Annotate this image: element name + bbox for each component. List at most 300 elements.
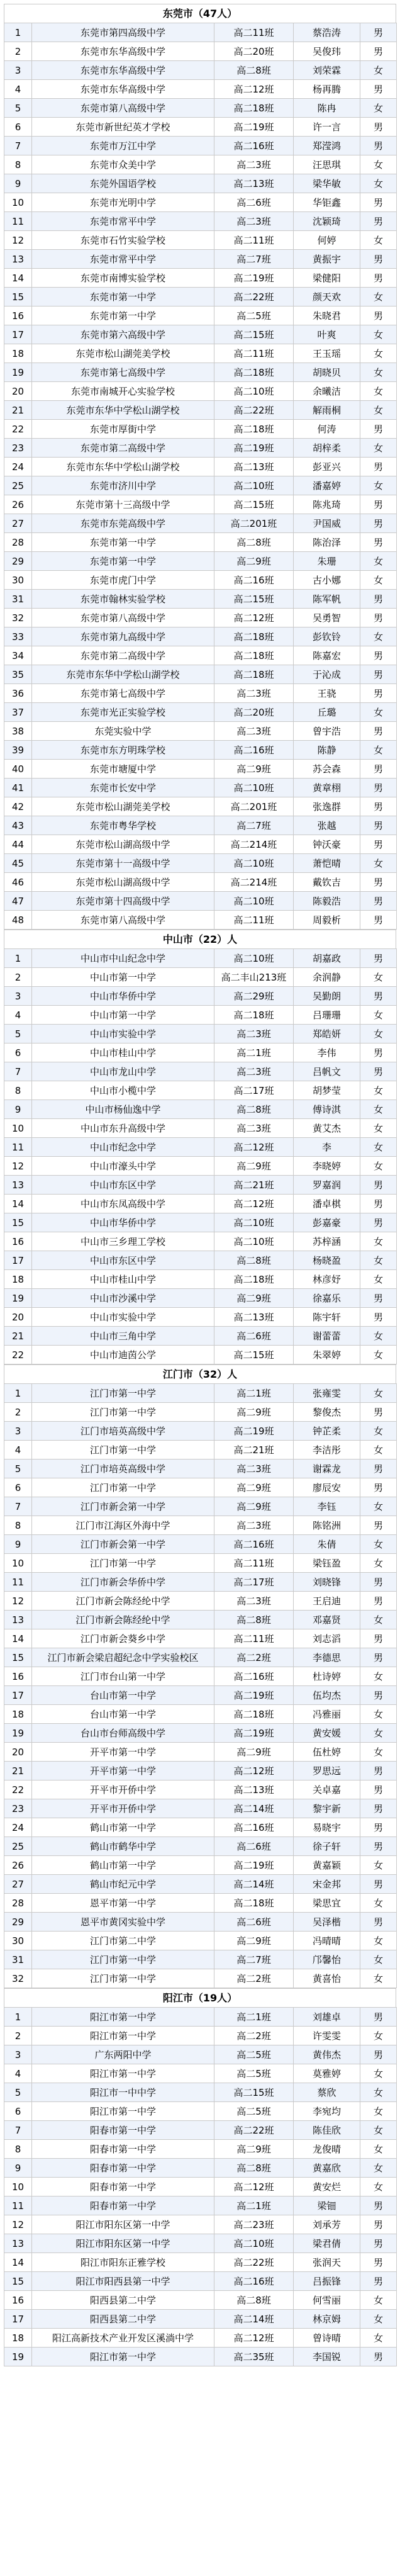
school-cell: 阳江市第一中学 [32, 2064, 214, 2083]
class-cell: 高二19班 [214, 118, 294, 137]
school-cell: 中山市东区中学 [32, 1251, 214, 1270]
table-row [4, 854, 397, 873]
gender-cell: 男 [360, 458, 397, 476]
class-cell: 高二3班 [214, 722, 294, 741]
table-row [4, 495, 397, 514]
school-cell: 东莞市济川中学 [32, 476, 214, 495]
row-index: 10 [4, 193, 32, 212]
name-cell: 陈治泽 [294, 533, 360, 552]
school-cell: 中山市濠头中学 [32, 1157, 214, 1176]
gender-cell: 女 [360, 1157, 397, 1176]
gender-cell: 男 [360, 873, 397, 892]
row-index: 8 [4, 1081, 32, 1100]
class-cell: 高二35班 [214, 2348, 294, 2366]
name-cell: 刘雄卓 [294, 2008, 360, 2027]
name-cell: 胡梦莹 [294, 1081, 360, 1100]
row-index: 11 [4, 1138, 32, 1157]
name-cell: 余润静 [294, 968, 360, 987]
class-cell: 高二10班 [214, 476, 294, 495]
gender-cell: 女 [360, 1251, 397, 1270]
table-row [4, 325, 397, 344]
school-cell: 东莞市第一中学 [32, 533, 214, 552]
gender-cell: 男 [360, 1460, 397, 1478]
school-cell: 中山市桂山中学 [32, 1270, 214, 1289]
school-cell: 江门市新会第一中学 [32, 1535, 214, 1554]
class-cell: 高二18班 [214, 1705, 294, 1724]
school-cell: 东莞市南博实验学校 [32, 269, 214, 288]
class-cell: 高二21班 [214, 1176, 294, 1195]
gender-cell: 女 [360, 854, 397, 873]
row-index: 26 [4, 1856, 32, 1875]
school-cell: 东莞市东华中学松山湖学校 [32, 665, 214, 684]
name-cell: 李宛均 [294, 2102, 360, 2121]
gender-cell: 男 [360, 23, 397, 42]
gender-cell: 男 [360, 2008, 397, 2027]
row-index: 5 [4, 99, 32, 118]
row-index: 10 [4, 2178, 32, 2196]
table-row [4, 2253, 397, 2272]
gender-cell: 男 [360, 269, 397, 288]
class-cell: 高二19班 [214, 1856, 294, 1875]
gender-cell: 女 [360, 1346, 397, 1364]
school-cell: 东莞市第十四高级中学 [32, 892, 214, 911]
table-row [4, 533, 397, 552]
row-index: 16 [4, 1667, 32, 1686]
class-cell: 高二3班 [214, 684, 294, 703]
name-cell: 廖辰安 [294, 1478, 360, 1497]
gender-cell: 男 [360, 1176, 397, 1195]
row-index: 27 [4, 514, 32, 533]
row-index: 18 [4, 1270, 32, 1289]
row-index: 15 [4, 288, 32, 307]
gender-cell: 男 [360, 1043, 397, 1062]
school-cell: 恩平市第一中学 [32, 1894, 214, 1913]
school-cell: 中山市实验中学 [32, 1308, 214, 1327]
row-index: 18 [4, 344, 32, 363]
table-row [4, 401, 397, 420]
row-index: 1 [4, 1384, 32, 1403]
gender-cell: 女 [360, 2310, 397, 2329]
school-cell: 东莞市第一中学 [32, 288, 214, 307]
table-row [4, 1460, 397, 1478]
gender-cell: 女 [360, 2329, 397, 2348]
school-cell: 中山市东升高级中学 [32, 1119, 214, 1138]
name-cell: 陈军帆 [294, 590, 360, 609]
row-index: 39 [4, 741, 32, 760]
row-index: 32 [4, 609, 32, 627]
class-cell: 高二12班 [214, 1762, 294, 1780]
class-cell: 高二17班 [214, 1573, 294, 1592]
school-cell: 东莞市第八高级中学 [32, 609, 214, 627]
gender-cell: 男 [360, 760, 397, 779]
gender-cell: 男 [360, 137, 397, 155]
section-title-text: 中山市（22）人 [162, 933, 238, 945]
gender-cell: 女 [360, 1441, 397, 1460]
row-index: 18 [4, 2329, 32, 2348]
name-cell: 梁思宜 [294, 1894, 360, 1913]
row-index: 13 [4, 250, 32, 269]
row-index: 11 [4, 212, 32, 231]
table-row [4, 1913, 397, 1932]
gender-cell: 女 [360, 571, 397, 590]
row-index: 9 [4, 2159, 32, 2178]
row-index: 7 [4, 2121, 32, 2140]
table-row [4, 760, 397, 779]
name-cell: 胡晓贝 [294, 363, 360, 382]
table-row [4, 609, 397, 627]
class-cell: 高二3班 [214, 1062, 294, 1081]
gender-cell: 女 [360, 1667, 397, 1686]
school-cell: 阳春市第一中学 [32, 2140, 214, 2159]
name-cell: 邝馨怡 [294, 1950, 360, 1969]
gender-cell: 男 [360, 1875, 397, 1894]
gender-cell: 女 [360, 1081, 397, 1100]
table-row [4, 590, 397, 609]
gender-cell: 男 [360, 911, 397, 930]
table-row [4, 835, 397, 854]
name-cell: 叶爽 [294, 325, 360, 344]
row-index: 21 [4, 1327, 32, 1346]
table-row [4, 1478, 397, 1497]
row-index: 29 [4, 1913, 32, 1932]
name-cell: 吴泽楷 [294, 1913, 360, 1932]
table-row [4, 1535, 397, 1554]
row-index: 46 [4, 873, 32, 892]
name-cell: 罗思远 [294, 1762, 360, 1780]
table-row [4, 1762, 397, 1780]
school-cell: 阳江市第一中学 [32, 2348, 214, 2366]
student-table [4, 948, 397, 1364]
school-cell: 东莞市松山湖高级中学 [32, 873, 214, 892]
row-index: 21 [4, 401, 32, 420]
row-index: 13 [4, 1176, 32, 1195]
table-row [4, 439, 397, 458]
table-row [4, 1554, 397, 1573]
name-cell: 潘嘉婷 [294, 476, 360, 495]
table-row [4, 1232, 397, 1251]
school-cell: 东莞市塘厦中学 [32, 760, 214, 779]
school-cell: 东莞市第六高级中学 [32, 325, 214, 344]
name-cell: 黄安烂 [294, 2178, 360, 2196]
class-cell: 高二12班 [214, 1138, 294, 1157]
row-index: 3 [4, 61, 32, 80]
row-index: 43 [4, 816, 32, 835]
gender-cell: 男 [360, 1289, 397, 1308]
name-cell: 谢霖龙 [294, 1460, 360, 1478]
school-cell: 江门市新会华侨中学 [32, 1573, 214, 1592]
school-cell: 开平市第一中学 [32, 1743, 214, 1762]
table-row [4, 1119, 397, 1138]
row-index: 17 [4, 1251, 32, 1270]
class-cell: 高二7班 [214, 250, 294, 269]
table-row [4, 797, 397, 816]
table-row [4, 307, 397, 325]
table-row [4, 1837, 397, 1856]
gender-cell: 女 [360, 1950, 397, 1969]
row-index: 19 [4, 363, 32, 382]
school-cell: 江门市第一中学 [32, 1441, 214, 1460]
name-cell: 陈佳欣 [294, 2121, 360, 2140]
gender-cell: 女 [360, 1611, 397, 1629]
gender-cell: 女 [360, 155, 397, 174]
school-cell: 中山市东凤高级中学 [32, 1195, 214, 1213]
class-cell: 高二214班 [214, 873, 294, 892]
table-row [4, 514, 397, 533]
class-cell: 高二8班 [214, 533, 294, 552]
class-cell: 高二18班 [214, 420, 294, 439]
school-cell: 江门市第一中学 [32, 1969, 214, 1988]
class-cell: 高二22班 [214, 2121, 294, 2140]
school-cell: 江门市台山第一中学 [32, 1667, 214, 1686]
class-cell: 高二11班 [214, 1629, 294, 1648]
row-index: 6 [4, 1478, 32, 1497]
gender-cell: 男 [360, 420, 397, 439]
gender-cell: 男 [360, 1195, 397, 1213]
class-cell: 高二16班 [214, 741, 294, 760]
school-cell: 江门市第一中学 [32, 1478, 214, 1497]
table-row [4, 779, 397, 797]
name-cell: 王玉瑶 [294, 344, 360, 363]
section-title [4, 1988, 396, 2007]
name-cell: 于沁成 [294, 665, 360, 684]
name-cell: 刘荣霖 [294, 61, 360, 80]
gender-cell: 女 [360, 1894, 397, 1913]
row-index: 48 [4, 911, 32, 930]
section-title [4, 930, 396, 948]
row-index: 12 [4, 231, 32, 250]
school-cell: 阳江市阳东区第一中学 [32, 2234, 214, 2253]
class-cell: 高二8班 [214, 1251, 294, 1270]
student-table [4, 2007, 397, 2366]
name-cell: 解雨桐 [294, 401, 360, 420]
name-cell: 钟芷柔 [294, 1422, 360, 1441]
table-row [4, 665, 397, 684]
name-cell: 张逸群 [294, 797, 360, 816]
student-table [4, 1383, 397, 1988]
row-index: 28 [4, 533, 32, 552]
gender-cell: 男 [360, 307, 397, 325]
class-cell: 高二8班 [214, 2159, 294, 2178]
table-row [4, 1006, 397, 1025]
row-index: 6 [4, 2102, 32, 2121]
gender-cell: 男 [360, 250, 397, 269]
name-cell: 罗嘉润 [294, 1176, 360, 1195]
table-row [4, 2329, 397, 2348]
school-cell: 东莞市第二高级中学 [32, 646, 214, 665]
name-cell: 丘璐 [294, 703, 360, 722]
name-cell: 梁君倩 [294, 2234, 360, 2253]
row-index: 23 [4, 1799, 32, 1818]
section-title-text: 阳江市（19人） [162, 1992, 238, 2004]
class-cell: 高二5班 [214, 307, 294, 325]
class-cell: 高二9班 [214, 760, 294, 779]
class-cell: 高二9班 [214, 1497, 294, 1516]
table-row [4, 2272, 397, 2291]
class-cell: 高二6班 [214, 193, 294, 212]
name-cell: 陈铭洲 [294, 1516, 360, 1535]
school-cell: 东莞市第一中学 [32, 307, 214, 325]
name-cell: 彭嘉豪 [294, 1213, 360, 1232]
class-cell: 高二10班 [214, 949, 294, 968]
table-row [4, 1138, 397, 1157]
gender-cell: 女 [360, 1724, 397, 1743]
class-cell: 高二6班 [214, 1913, 294, 1932]
class-cell: 高二9班 [214, 1478, 294, 1497]
table-row [4, 1422, 397, 1441]
table-row [4, 703, 397, 722]
name-cell: 李国锐 [294, 2348, 360, 2366]
name-cell: 陈宇轩 [294, 1308, 360, 1327]
class-cell: 高二9班 [214, 1932, 294, 1950]
school-cell: 东莞市第十一高级中学 [32, 854, 214, 873]
school-cell: 江门市江海区外海中学 [32, 1516, 214, 1535]
name-cell: 陈兆琦 [294, 495, 360, 514]
school-cell: 阳江市阳东区第一中学 [32, 2215, 214, 2234]
table-row [4, 80, 397, 99]
gender-cell: 男 [360, 987, 397, 1006]
row-index: 35 [4, 665, 32, 684]
name-cell: 龙俊晴 [294, 2140, 360, 2159]
name-cell: 易晓宇 [294, 1818, 360, 1837]
table-row [4, 23, 397, 42]
row-index: 15 [4, 2272, 32, 2291]
school-cell: 开平市开侨中学 [32, 1799, 214, 1818]
name-cell: 梁健阳 [294, 269, 360, 288]
table-row [4, 231, 397, 250]
gender-cell: 男 [360, 212, 397, 231]
class-cell: 高二12班 [214, 1195, 294, 1213]
row-index: 2 [4, 2027, 32, 2045]
table-row [4, 2064, 397, 2083]
row-index: 21 [4, 1762, 32, 1780]
class-cell: 高二16班 [214, 2272, 294, 2291]
gender-cell: 男 [360, 722, 397, 741]
class-cell: 高二1班 [214, 1384, 294, 1403]
gender-cell: 女 [360, 325, 397, 344]
table-row [4, 1950, 397, 1969]
name-cell: 杨再腾 [294, 80, 360, 99]
name-cell: 朱晓君 [294, 307, 360, 325]
section-title-text: 江门市（32）人 [162, 1368, 238, 1380]
table-row [4, 1780, 397, 1799]
table-row [4, 2027, 397, 2045]
row-index: 22 [4, 1346, 32, 1364]
school-cell: 东莞市第八高级中学 [32, 911, 214, 930]
school-cell: 中山市第一中学 [32, 1006, 214, 1025]
school-cell: 东莞市南城开心实验学校 [32, 382, 214, 401]
name-cell: 吕珊珊 [294, 1006, 360, 1025]
name-cell: 颜天欢 [294, 288, 360, 307]
class-cell: 高二6班 [214, 1327, 294, 1346]
table-row [4, 2083, 397, 2102]
school-cell: 中山市华侨中学 [32, 987, 214, 1006]
table-row [4, 193, 397, 212]
class-cell: 高二8班 [214, 1100, 294, 1119]
school-cell: 江门市新会陈经纶中学 [32, 1611, 214, 1629]
name-cell: 陈静 [294, 741, 360, 760]
row-index: 20 [4, 1308, 32, 1327]
table-row [4, 2159, 397, 2178]
table-row [4, 344, 397, 363]
row-index: 3 [4, 987, 32, 1006]
school-cell: 江门市第一中学 [32, 1384, 214, 1403]
name-cell: 周毅析 [294, 911, 360, 930]
school-cell: 阳江市第一中学 [32, 2102, 214, 2121]
name-cell: 苏会森 [294, 760, 360, 779]
name-cell: 关卓嘉 [294, 1780, 360, 1799]
row-index: 6 [4, 118, 32, 137]
gender-cell: 女 [360, 1327, 397, 1346]
row-index: 8 [4, 1516, 32, 1535]
class-cell: 高二13班 [214, 1308, 294, 1327]
row-index: 16 [4, 307, 32, 325]
gender-cell: 女 [360, 344, 397, 363]
row-index: 24 [4, 458, 32, 476]
class-cell: 高二29班 [214, 987, 294, 1006]
name-cell: 杨晓盈 [294, 1251, 360, 1270]
gender-cell: 男 [360, 1403, 397, 1422]
gender-cell: 女 [360, 1270, 397, 1289]
school-cell: 东莞外国语学校 [32, 174, 214, 193]
name-cell: 吴勤朗 [294, 987, 360, 1006]
class-cell: 高二12班 [214, 2329, 294, 2348]
school-cell: 东莞市第七高级中学 [32, 363, 214, 382]
name-cell: 伍均杰 [294, 1686, 360, 1705]
table-row [4, 722, 397, 741]
gender-cell: 女 [360, 1119, 397, 1138]
class-cell: 高二10班 [214, 892, 294, 911]
class-cell: 高二10班 [214, 779, 294, 797]
school-cell: 江门市新会梁启超纪念中学实验校区 [32, 1648, 214, 1667]
name-cell: 黄振宇 [294, 250, 360, 269]
name-cell: 蔡浩涛 [294, 23, 360, 42]
table-row [4, 61, 397, 80]
name-cell: 吴勇智 [294, 609, 360, 627]
school-cell: 东莞市众美中学 [32, 155, 214, 174]
row-index: 33 [4, 627, 32, 646]
name-cell: 林京姆 [294, 2310, 360, 2329]
class-cell: 高二8班 [214, 1611, 294, 1629]
class-cell: 高二7班 [214, 816, 294, 835]
gender-cell: 女 [360, 1497, 397, 1516]
school-cell: 鹤山市第一中学 [32, 1818, 214, 1837]
name-cell: 伍杜婷 [294, 1743, 360, 1762]
class-cell: 高二201班 [214, 514, 294, 533]
table-row [4, 627, 397, 646]
row-index: 19 [4, 1289, 32, 1308]
class-cell: 高二9班 [214, 1403, 294, 1422]
school-cell: 东莞市虎门中学 [32, 571, 214, 590]
gender-cell: 男 [360, 1213, 397, 1232]
class-cell: 高二3班 [214, 1119, 294, 1138]
row-index: 8 [4, 155, 32, 174]
school-cell: 台山市第一中学 [32, 1705, 214, 1724]
row-index: 12 [4, 1592, 32, 1611]
gender-cell: 男 [360, 2253, 397, 2272]
row-index: 44 [4, 835, 32, 854]
table-row [4, 2196, 397, 2215]
class-cell: 高二13班 [214, 458, 294, 476]
name-cell: 刘志滔 [294, 1629, 360, 1648]
gender-cell: 男 [360, 495, 397, 514]
table-row [4, 1856, 397, 1875]
table-row [4, 476, 397, 495]
row-index: 8 [4, 2140, 32, 2159]
name-cell: 邓嘉贤 [294, 1611, 360, 1629]
class-cell: 高二3班 [214, 155, 294, 174]
name-cell: 古小娜 [294, 571, 360, 590]
table-row [4, 174, 397, 193]
